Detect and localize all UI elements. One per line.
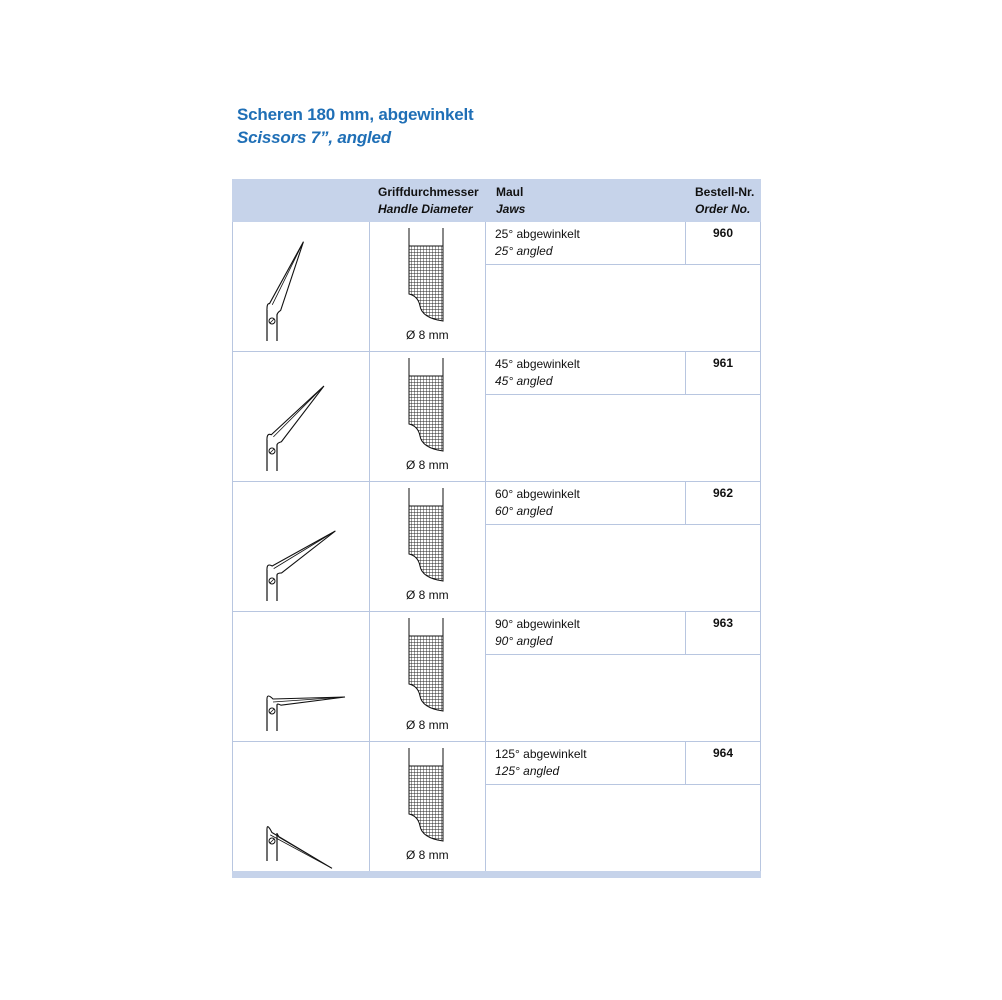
table-footer-bar (232, 871, 761, 878)
scissors-image-cell (232, 222, 370, 351)
jaws-german-label: 45° abgewinkelt (495, 357, 580, 371)
jaws-german-label: 60° abgewinkelt (495, 487, 580, 501)
empty-cell (486, 655, 761, 741)
handle-diameter-cell (368, 612, 486, 741)
table-row (232, 351, 761, 481)
empty-cell (486, 785, 761, 871)
header-jaws-en: Jaws (496, 202, 526, 216)
handle-diagram-icon (408, 228, 446, 326)
page-title-english: Scissors 7”, angled (237, 128, 391, 147)
order-number: 964 (712, 746, 734, 760)
handle-diagram-icon (408, 748, 446, 846)
table-row (232, 741, 761, 871)
angled-scissors-icon (233, 352, 369, 481)
order-number-cell (686, 482, 761, 525)
jaws-german-label: 25° abgewinkelt (495, 227, 580, 241)
table-header (232, 179, 761, 222)
jaws-german-label: 90° abgewinkelt (495, 617, 580, 631)
jaws-cell (486, 742, 686, 785)
empty-cell (486, 525, 761, 611)
jaws-english-label: 125° angled (495, 764, 560, 778)
order-number: 962 (712, 486, 734, 500)
handle-diagram-icon (408, 618, 446, 716)
jaws-cell (486, 482, 686, 525)
handle-diameter-cell (368, 482, 486, 611)
header-handle-de: Griffdurchmesser (378, 185, 479, 199)
product-table (232, 179, 761, 878)
scissors-image-cell (232, 612, 370, 741)
angled-scissors-icon (233, 222, 369, 351)
jaws-english-label: 90° angled (495, 634, 553, 648)
jaws-german-label: 125° abgewinkelt (495, 747, 587, 761)
empty-cell (486, 395, 761, 481)
order-number: 961 (712, 356, 734, 370)
handle-diameter-label: Ø 8 mm (406, 848, 449, 862)
order-number: 960 (712, 226, 734, 240)
angled-scissors-icon (233, 482, 369, 611)
jaws-cell (486, 222, 686, 265)
header-jaws-de: Maul (496, 185, 524, 199)
header-order-no (695, 184, 754, 218)
order-number-cell (686, 612, 761, 655)
table-row (232, 222, 761, 351)
jaws-english-label: 25° angled (495, 244, 553, 258)
order-number-cell (686, 352, 761, 395)
handle-diameter-cell (368, 742, 486, 871)
jaws-english-label: 60° angled (495, 504, 553, 518)
page-title-german: Scheren 180 mm, abgewinkelt (237, 105, 474, 124)
table-body (232, 222, 761, 871)
jaws-cell (486, 612, 686, 655)
handle-diagram-icon (408, 488, 446, 586)
order-number-cell (686, 742, 761, 785)
handle-diameter-cell (368, 222, 486, 351)
angled-scissors-icon (233, 742, 369, 871)
handle-diameter-cell (368, 352, 486, 481)
scissors-image-cell (232, 352, 370, 481)
order-number-cell (686, 222, 761, 265)
handle-diagram-icon (408, 358, 446, 456)
header-jaws (496, 184, 525, 218)
scissors-image-cell (232, 742, 370, 871)
jaws-cell (486, 352, 686, 395)
handle-diameter-label: Ø 8 mm (406, 588, 449, 602)
order-number: 963 (712, 616, 734, 630)
table-row (232, 481, 761, 611)
angled-scissors-icon (233, 612, 369, 741)
handle-diameter-label: Ø 8 mm (406, 718, 449, 732)
header-handle-en: Handle Diameter (378, 202, 473, 216)
handle-diameter-label: Ø 8 mm (406, 458, 449, 472)
page-title-block (237, 103, 473, 149)
scissors-image-cell (232, 482, 370, 611)
jaws-english-label: 45° angled (495, 374, 553, 388)
empty-cell (486, 265, 761, 351)
table-row (232, 611, 761, 741)
header-order-en: Order No. (695, 202, 751, 216)
handle-diameter-label: Ø 8 mm (406, 328, 449, 342)
header-order-de: Bestell-Nr. (695, 185, 755, 199)
header-handle-diameter (378, 184, 479, 218)
